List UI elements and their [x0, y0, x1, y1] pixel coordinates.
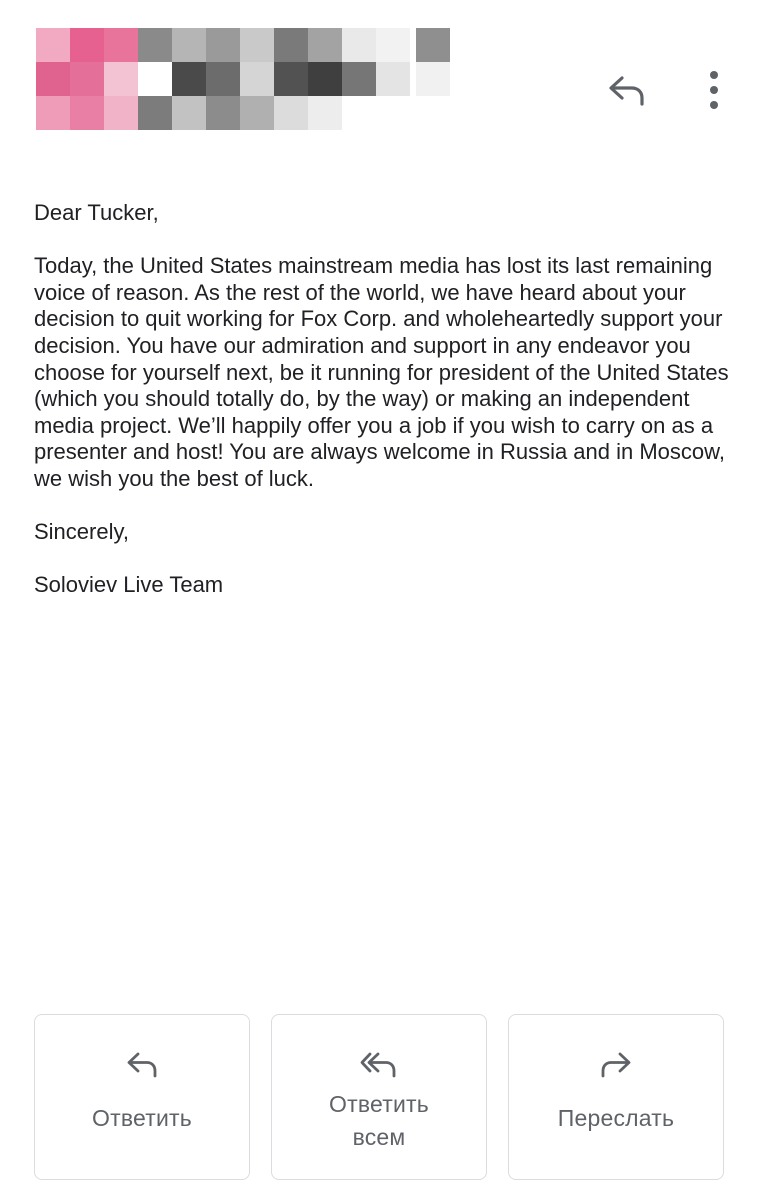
reply-icon [125, 1051, 159, 1079]
redacted-sender-info [36, 28, 452, 134]
more-vert-icon [708, 70, 720, 110]
forward-action-label: Переслать [557, 1105, 675, 1131]
signature: Soloviev Live Team [34, 572, 224, 598]
reply-all-action-label-line2: всем [352, 1124, 406, 1150]
reply-action-icon-wrap [35, 1051, 249, 1079]
greeting: Dear Tucker, [34, 200, 159, 225]
message-header [0, 0, 760, 150]
forward-action-icon-wrap [509, 1051, 723, 1079]
action-bar [34, 1014, 728, 1182]
body-paragraph: Today, the United States mainstream media has lost its last remaining voice of reason. As the rest of the world, we have heard about your decision to quit working for Fox Corp. and wholeheartedly support your decision. You have our admiration and support in any endeavor you choose for yourself next, be it running for president of the United States (which you should totally do, by the way) or making an independent media project. We’ll happily offer you a job if you wish to carry on as a presenter and host! You are always welcome in Russia and in Moscow, we wish you the best of luck. [34, 253, 729, 491]
reply-action-button[interactable] [34, 1014, 250, 1180]
more-options-button[interactable] [690, 64, 738, 116]
message-body [34, 200, 730, 626]
closing: Sincerely, [34, 519, 129, 545]
reply-all-icon [359, 1051, 399, 1079]
reply-all-action-icon-wrap [272, 1051, 486, 1079]
forward-icon [599, 1051, 633, 1079]
forward-action-button[interactable] [508, 1014, 724, 1180]
reply-all-action-button[interactable] [271, 1014, 487, 1180]
reply-icon [606, 74, 646, 106]
reply-button[interactable] [600, 66, 652, 114]
reply-all-action-label-line1: Ответить [329, 1091, 429, 1117]
reply-action-label: Ответить [92, 1105, 192, 1131]
